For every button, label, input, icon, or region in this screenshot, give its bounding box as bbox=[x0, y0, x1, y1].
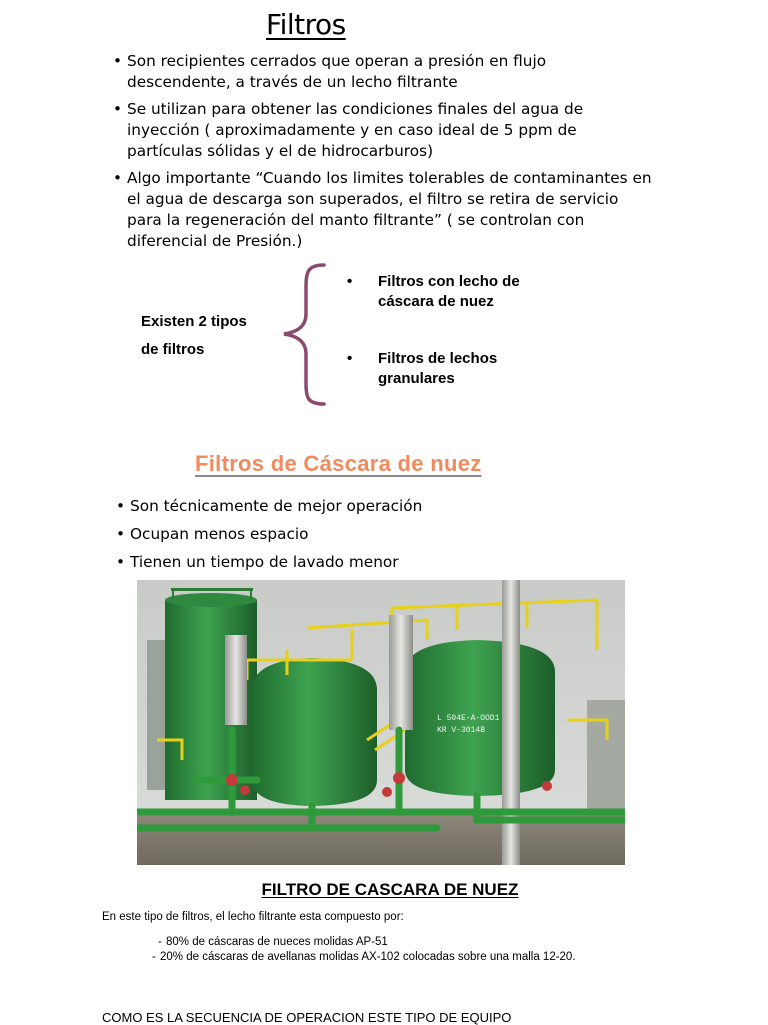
composition-intro: En este tipo de filtros, el lecho filtrante esta compuesto por: bbox=[102, 911, 404, 923]
list-item bbox=[113, 168, 653, 252]
bullet-text: Ocupan menos espacio bbox=[130, 525, 309, 543]
list-item bbox=[113, 51, 653, 93]
composition-text: 20% de cáscaras de avellanas molidas AX-102 colocadas sobre una malla 12-20. bbox=[160, 951, 576, 963]
list-item bbox=[113, 99, 653, 162]
list-item bbox=[116, 496, 422, 517]
filter-types-label-line: Existen 2 tipos bbox=[141, 313, 247, 330]
composition-list bbox=[152, 935, 592, 965]
bullet-text: Algo importante “Cuando los limites tolerables de contaminantes en el agua de descarga son superados, el filtro se retira de servicio para la regeneración del manto filtrante” ( se controlan con diferencial de Presión.) bbox=[127, 169, 652, 250]
advantages-list bbox=[116, 496, 422, 580]
bullet-icon: • bbox=[113, 100, 123, 118]
walnut-shell-filter-photo bbox=[137, 580, 625, 865]
bullet-text: Se utilizan para obtener las condiciones finales del agua de inyección ( aproximadamente y en caso ideal de 5 ppm de partículas sólidas y el de hidrocarburos) bbox=[127, 100, 584, 160]
filter-type-item bbox=[347, 272, 568, 312]
filter-type-item bbox=[347, 349, 558, 389]
footer-question: COMO ES LA SECUENCIA DE OPERACION ESTE TIPO DE EQUIPO bbox=[102, 1010, 512, 1025]
list-item bbox=[116, 552, 422, 573]
filter-type-text: Filtros de lechos granulares bbox=[378, 350, 498, 387]
bullet-text: Son recipientes cerrados que operan a presión en flujo descendente, a través de un lecho filtrante bbox=[127, 52, 547, 91]
filter-types-list bbox=[347, 272, 568, 389]
dash-marker: - bbox=[158, 936, 162, 948]
composition-text: 80% de cáscaras de nueces molidas AP-51 bbox=[166, 936, 388, 948]
bullet-icon: • bbox=[347, 350, 353, 367]
composition-item bbox=[158, 935, 592, 950]
bullet-text: Tienen un tiempo de lavado menor bbox=[130, 553, 399, 571]
bullet-icon: • bbox=[116, 497, 126, 515]
page-title: Filtros bbox=[266, 8, 346, 41]
bullet-icon: • bbox=[116, 553, 126, 571]
bullet-text: Son técnicamente de mejor operación bbox=[130, 497, 423, 515]
dash-marker: - bbox=[152, 951, 156, 963]
filter-type-text: Filtros con lecho de cáscara de nuez bbox=[378, 273, 520, 310]
composition-item bbox=[152, 950, 592, 965]
bullet-icon: • bbox=[116, 525, 126, 543]
tank-label-line: L 504E-A-OOD1 bbox=[437, 714, 500, 723]
filter-plant-illustration bbox=[137, 580, 625, 865]
section-title: Filtros de Cáscara de nuez bbox=[195, 451, 482, 476]
bullet-icon: • bbox=[113, 169, 123, 187]
photo-caption bbox=[0, 880, 768, 900]
photo-caption-text: FILTRO DE CASCARA DE NUEZ bbox=[261, 880, 519, 899]
bullet-icon: • bbox=[347, 273, 353, 290]
tank-label-line: KR V-3014B bbox=[437, 726, 486, 735]
filter-types-label-line: de filtros bbox=[141, 341, 205, 358]
bullet-icon: • bbox=[113, 52, 123, 70]
filter-types-label bbox=[141, 308, 247, 364]
intro-bullet-list bbox=[113, 51, 653, 258]
curly-brace-icon bbox=[280, 262, 328, 408]
list-item bbox=[116, 524, 422, 545]
